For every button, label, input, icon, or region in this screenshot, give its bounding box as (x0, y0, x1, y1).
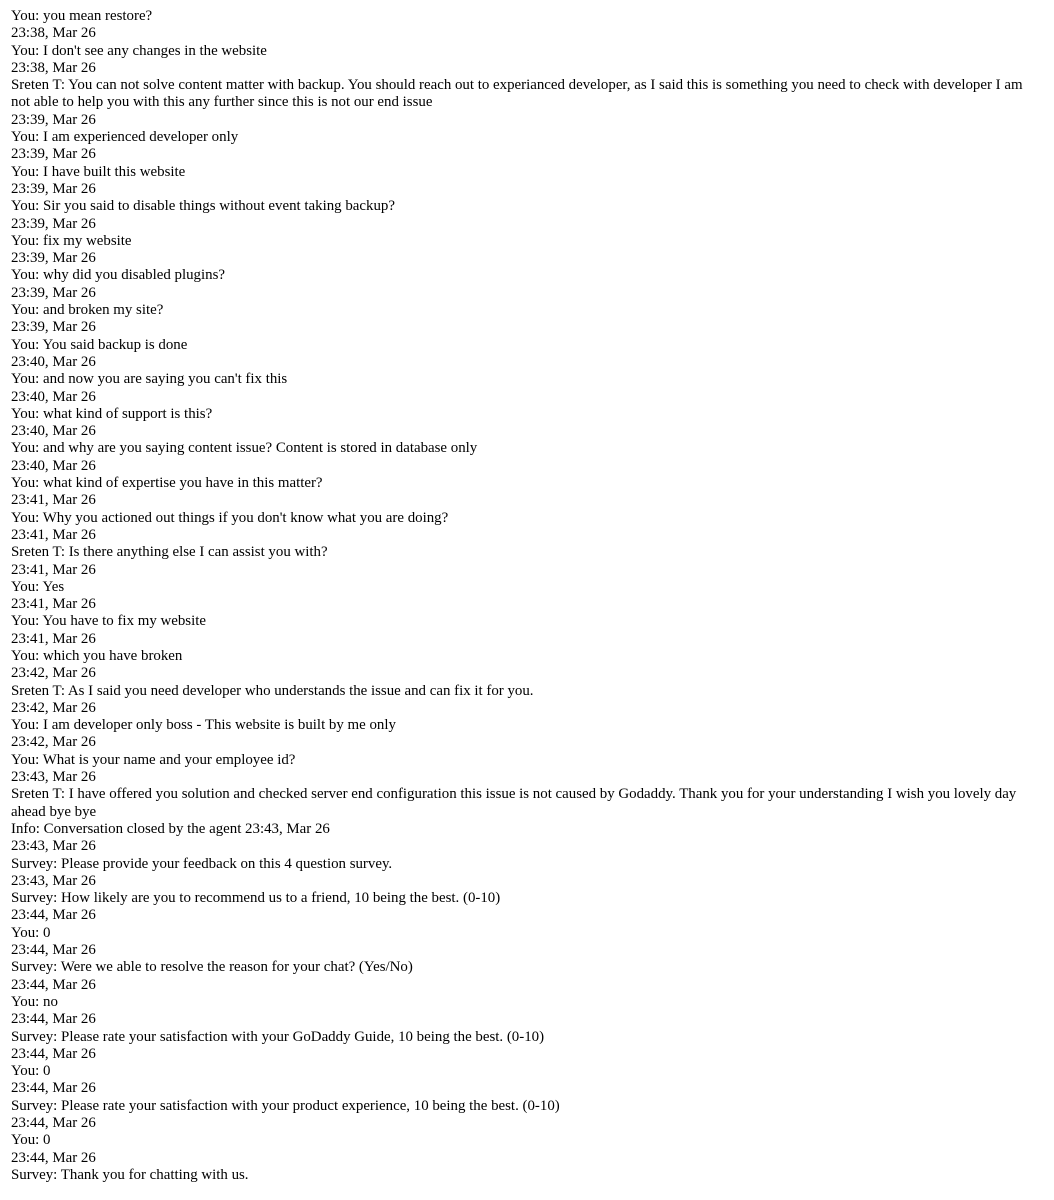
chat-message: You: no (11, 993, 58, 1010)
chat-message: You: Sir you said to disable things without event taking backup? (11, 198, 395, 215)
message-timestamp: 23:42, Mar 26 (11, 665, 96, 682)
message-timestamp: 23:39, Mar 26 (11, 250, 96, 267)
chat-message: Survey: How likely are you to recommend us to a friend, 10 being the best. (0-10) (11, 890, 501, 907)
chat-message: You: You said backup is done (11, 336, 188, 353)
chat-message: You: what kind of expertise you have in this matter? (11, 475, 323, 492)
chat-message: Survey: Please rate your satisfaction with your GoDaddy Guide, 10 being the best. (0-10) (11, 1028, 545, 1045)
chat-message: You: and broken my site? (11, 302, 164, 319)
chat-message: You: I don't see any changes in the website (11, 42, 267, 59)
message-timestamp: 23:42, Mar 26 (11, 699, 96, 716)
chat-message: You: You have to fix my website (11, 613, 206, 630)
chat-message: Survey: Please rate your satisfaction with your product experience, 10 being the best. (0-10) (11, 1097, 560, 1114)
message-timestamp: 23:40, Mar 26 (11, 353, 96, 370)
chat-message: Sreten T: I have offered you solution and checked server end configuration this issue is not caused by Godaddy. Thank you for your understanding I wish you lovely day ahead bye bye (11, 786, 1017, 820)
message-timestamp: 23:41, Mar 26 (11, 630, 96, 647)
chat-message: You: Why you actioned out things if you don't know what you are doing? (11, 509, 449, 526)
message-timestamp: 23:44, Mar 26 (11, 1115, 96, 1131)
chat-message: You: you mean restore? (11, 8, 153, 24)
message-timestamp: 23:43, Mar 26 (11, 872, 96, 889)
message-timestamp: 23:39, Mar 26 (11, 146, 96, 163)
message-timestamp: 23:44, Mar 26 (11, 1045, 96, 1062)
message-timestamp: 23:39, Mar 26 (11, 180, 96, 197)
chat-message: You: 0 (11, 1063, 51, 1080)
message-timestamp: 23:44, Mar 26 (11, 942, 96, 959)
message-timestamp: 23:39, Mar 26 (11, 319, 96, 336)
message-timestamp: 23:44, Mar 26 (11, 907, 96, 924)
message-timestamp: 23:40, Mar 26 (11, 423, 96, 440)
chat-message: Survey: Please provide your feedback on this 4 question survey. (11, 855, 393, 872)
chat-message: Sreten T: Is there anything else I can assist you with? (11, 544, 328, 561)
chat-message: You: 0 (11, 1132, 51, 1149)
message-timestamp: 23:38, Mar 26 (11, 25, 96, 42)
chat-message: Survey: Were we able to resolve the reason for your chat? (Yes/No) (11, 959, 413, 976)
chat-transcript (11, 8, 1036, 1184)
chat-message: Info: Conversation closed by the agent 23:43, Mar 26 (11, 820, 330, 837)
chat-message: You: fix my website (11, 232, 132, 249)
chat-message: Survey: Thank you for chatting with us. (11, 1166, 249, 1183)
message-timestamp: 23:42, Mar 26 (11, 734, 96, 751)
message-timestamp: 23:43, Mar 26 (11, 838, 96, 855)
chat-message: You: what kind of support is this? (11, 405, 213, 422)
message-timestamp: 23:44, Mar 26 (11, 976, 96, 993)
chat-message: You: Yes (11, 578, 65, 595)
chat-message: Sreten T: As I said you need developer who understands the issue and can fix it for you. (11, 682, 534, 699)
message-timestamp: 23:38, Mar 26 (11, 59, 96, 76)
chat-message: You: why did you disabled plugins? (11, 267, 225, 284)
chat-message: You: and why are you saying content issue? Content is stored in database only (11, 440, 478, 457)
chat-message: You: which you have broken (11, 647, 183, 664)
message-timestamp: 23:40, Mar 26 (11, 457, 96, 474)
message-timestamp: 23:39, Mar 26 (11, 111, 96, 128)
message-timestamp: 23:39, Mar 26 (11, 215, 96, 232)
message-timestamp: 23:41, Mar 26 (11, 596, 96, 613)
message-timestamp: 23:39, Mar 26 (11, 284, 96, 301)
chat-message: You: I am developer only boss - This website is built by me only (11, 717, 396, 734)
message-timestamp: 23:41, Mar 26 (11, 492, 96, 509)
chat-message: You: I am experienced developer only (11, 129, 239, 146)
message-timestamp: 23:44, Mar 26 (11, 1011, 96, 1028)
chat-message: You: I have built this website (11, 163, 186, 180)
message-timestamp: 23:41, Mar 26 (11, 561, 96, 578)
message-timestamp: 23:40, Mar 26 (11, 388, 96, 405)
chat-message: Sreten T: You can not solve content matter with backup. You should reach out to experianced developer, as I said this is something you need to check with developer I am not able to help you with this any further since this is not our end issue (11, 77, 1023, 111)
chat-message: You: 0 (11, 924, 51, 941)
chat-message: You: What is your name and your employee id? (11, 751, 296, 768)
message-timestamp: 23:43, Mar 26 (11, 769, 96, 786)
message-timestamp: 23:44, Mar 26 (11, 1080, 96, 1097)
message-timestamp: 23:44, Mar 26 (11, 1149, 96, 1166)
message-timestamp: 23:41, Mar 26 (11, 526, 96, 543)
chat-message: You: and now you are saying you can't fix this (11, 371, 288, 388)
